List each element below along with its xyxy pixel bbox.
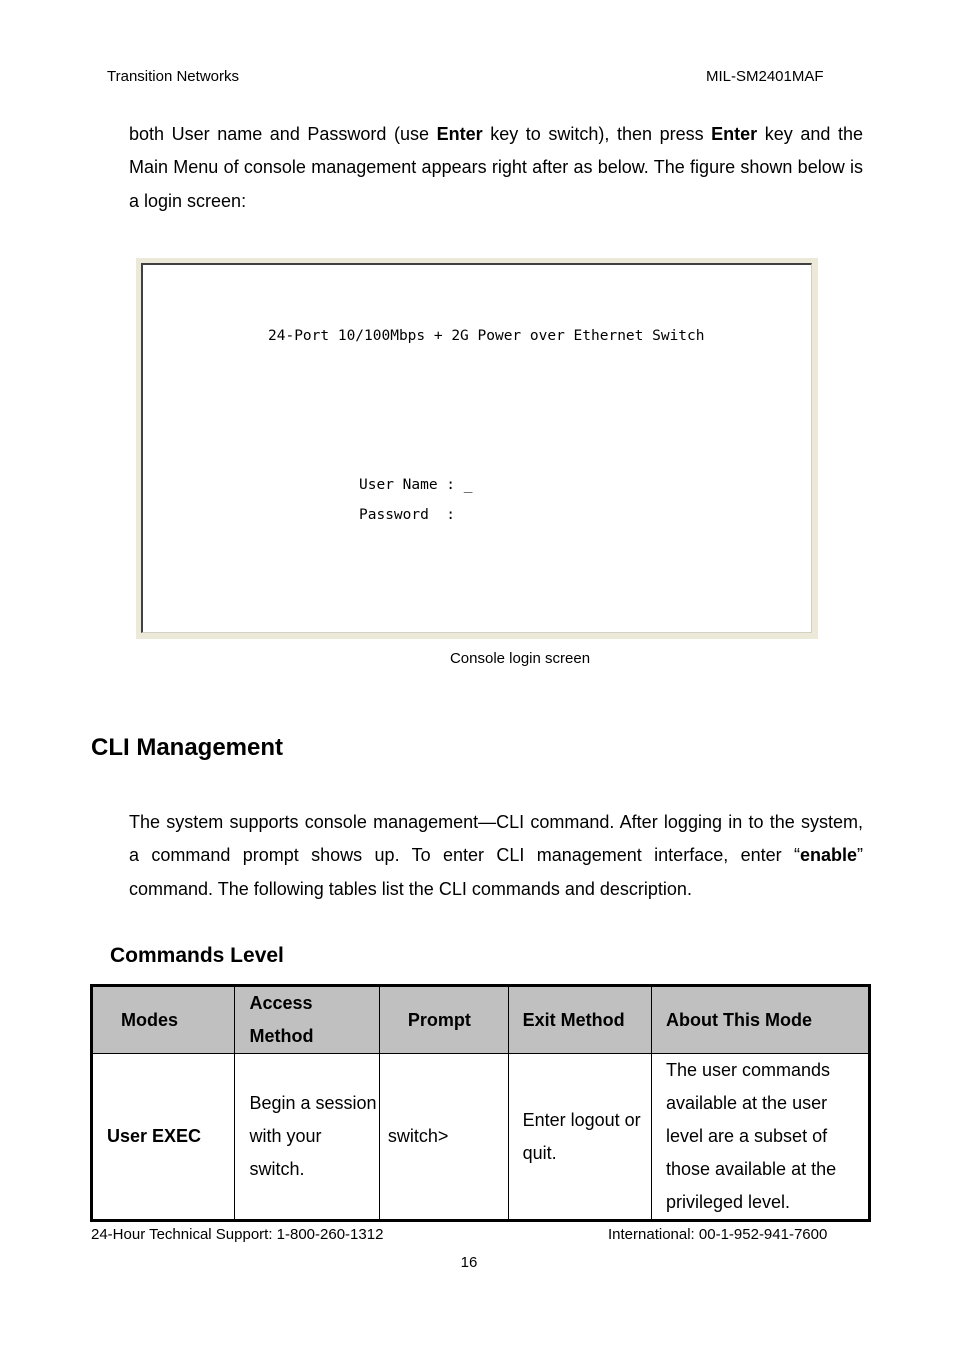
header-modes: Modes (92, 986, 235, 1054)
header-about-mode: About This Mode (651, 986, 869, 1054)
footer-support: 24-Hour Technical Support: 1-800-260-1312 (91, 1226, 384, 1243)
table-header-row (92, 986, 870, 1054)
console-screenshot (136, 258, 818, 639)
header-right: MIL-SM2401MAF (706, 68, 824, 85)
console-username-prompt: User Name : _ (359, 477, 473, 493)
header-left: Transition Networks (107, 68, 239, 85)
cell-mode: User EXEC (92, 1054, 235, 1221)
subsection-title: Commands Level (110, 944, 284, 967)
commands-level-table (90, 984, 871, 1222)
cell-prompt: switch> (379, 1054, 508, 1221)
page-number: 16 (460, 1254, 478, 1271)
section-title: CLI Management (91, 734, 284, 761)
header-prompt: Prompt (379, 986, 508, 1054)
footer-international: International: 00-1-952-941-7600 (608, 1226, 828, 1243)
console-window (141, 263, 812, 633)
figure-caption: Console login screen (449, 650, 591, 667)
body-paragraph: The system supports console management—CLI command. After logging in to the system, a command prompt shows up. To enter CLI management interface, enter “enable” command. The following tables list the CLI commands and description. (129, 812, 863, 899)
console-title: 24-Port 10/100Mbps + 2G Power over Ethernet Switch (268, 328, 705, 344)
intro-paragraph: both User name and Password (use Enter key to switch), then press Enter key and the Main Menu of console management appears right after as below. The figure shown below is a login screen: (129, 124, 863, 211)
header-exit-method: Exit Method (508, 986, 651, 1054)
header-access-method: Access Method (235, 986, 379, 1054)
console-password-prompt: Password : (359, 507, 456, 523)
cell-exit-method: Enter logout or quit. (508, 1054, 651, 1221)
cell-about-mode: The user commands available at the user level are a subset of those available at the privileged level. (651, 1054, 869, 1221)
cell-access-method: Begin a session with your switch. (235, 1054, 379, 1221)
table-row (92, 1054, 870, 1221)
